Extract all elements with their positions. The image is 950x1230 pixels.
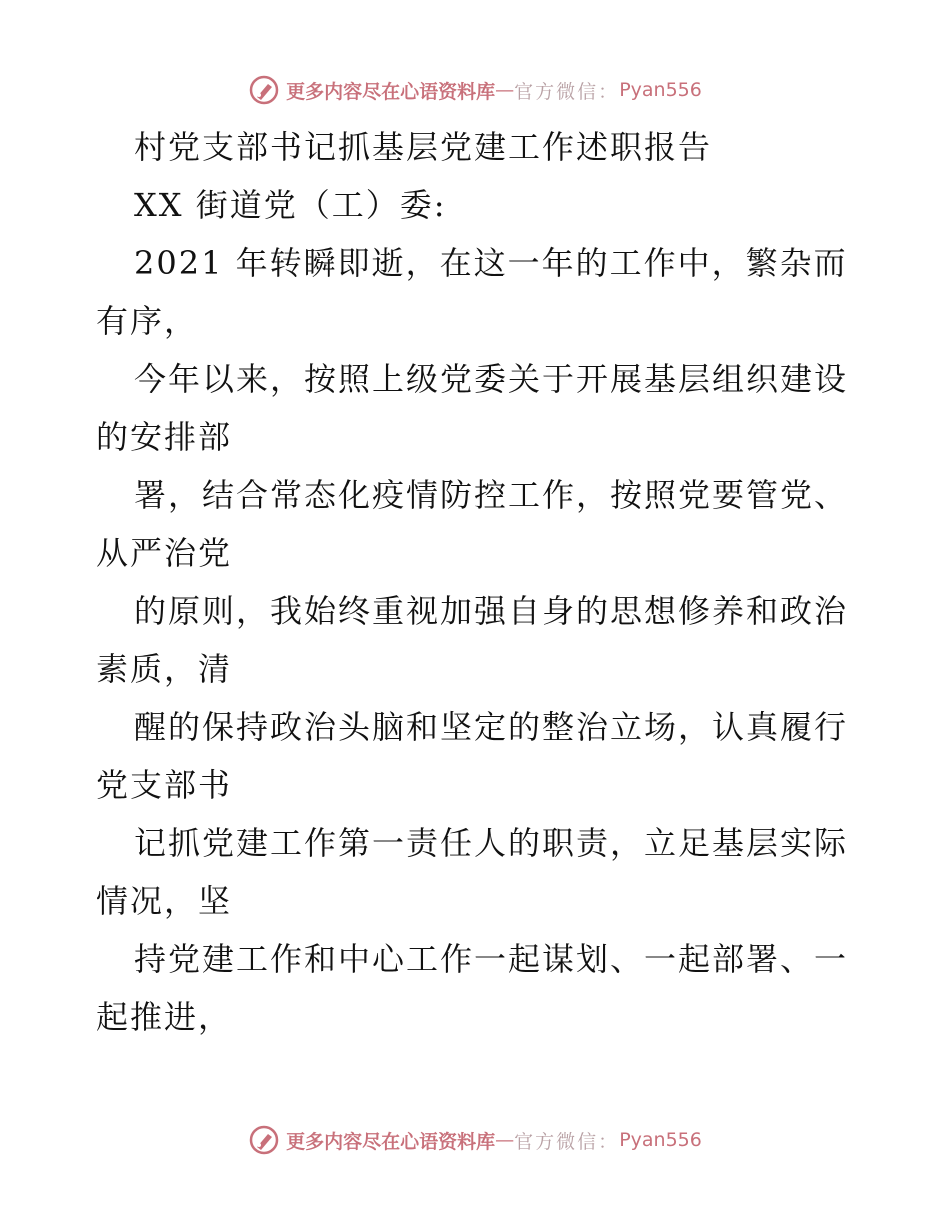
paragraph-line: 记抓党建工作第一责任人的职责，立足基层实际 — [134, 824, 849, 862]
document-salutation: XX 街道党（工）委: — [134, 186, 447, 224]
paragraph-line: 2021 年转瞬即逝，在这一年的工作中，繁杂而 — [134, 244, 848, 282]
paragraph-line: 有序， — [96, 302, 199, 340]
document-body — [96, 118, 856, 1046]
watermark-wechat-id: Pyan556 — [619, 1129, 702, 1151]
paragraph-line: 醒的保持政治头脑和坚定的整治立场，认真履行 — [134, 708, 849, 746]
paragraph-line: 的安排部 — [96, 418, 233, 456]
paragraph-line: 持党建工作和中心工作一起谋划、一起部署、一 — [134, 940, 849, 978]
watermark-main-text: 更多内容尽在心语资料库 — [286, 80, 496, 103]
watermark-separator: — — [495, 1129, 515, 1151]
paragraph-line: 党支部书 — [96, 766, 233, 804]
header-watermark — [0, 70, 950, 110]
paragraph-line: 的原则，我始终重视加强自身的思想修养和政治 — [134, 592, 849, 630]
paragraph-line: 素质，清 — [96, 650, 233, 688]
paragraph-line: 从严治党 — [96, 534, 233, 572]
paragraph-line: 署，结合常态化疫情防控工作，按照党要管党、 — [134, 476, 849, 514]
paragraph-line: 情况，坚 — [96, 882, 233, 920]
watermark-wechat-id: Pyan556 — [619, 79, 702, 101]
watermark-label: 官方微信： — [514, 1130, 620, 1153]
pen-nib-circle-icon — [248, 74, 280, 106]
document-title: 村党支部书记抓基层党建工作述职报告 — [134, 128, 713, 166]
watermark-main-text: 更多内容尽在心语资料库 — [286, 1130, 496, 1153]
pen-nib-circle-icon — [248, 1124, 280, 1156]
watermark-separator: — — [495, 79, 515, 101]
watermark-label: 官方微信： — [514, 80, 620, 103]
footer-watermark — [0, 1120, 950, 1160]
paragraph-line: 今年以来，按照上级党委关于开展基层组织建设 — [134, 360, 849, 398]
paragraph-line: 起推进， — [96, 998, 233, 1036]
